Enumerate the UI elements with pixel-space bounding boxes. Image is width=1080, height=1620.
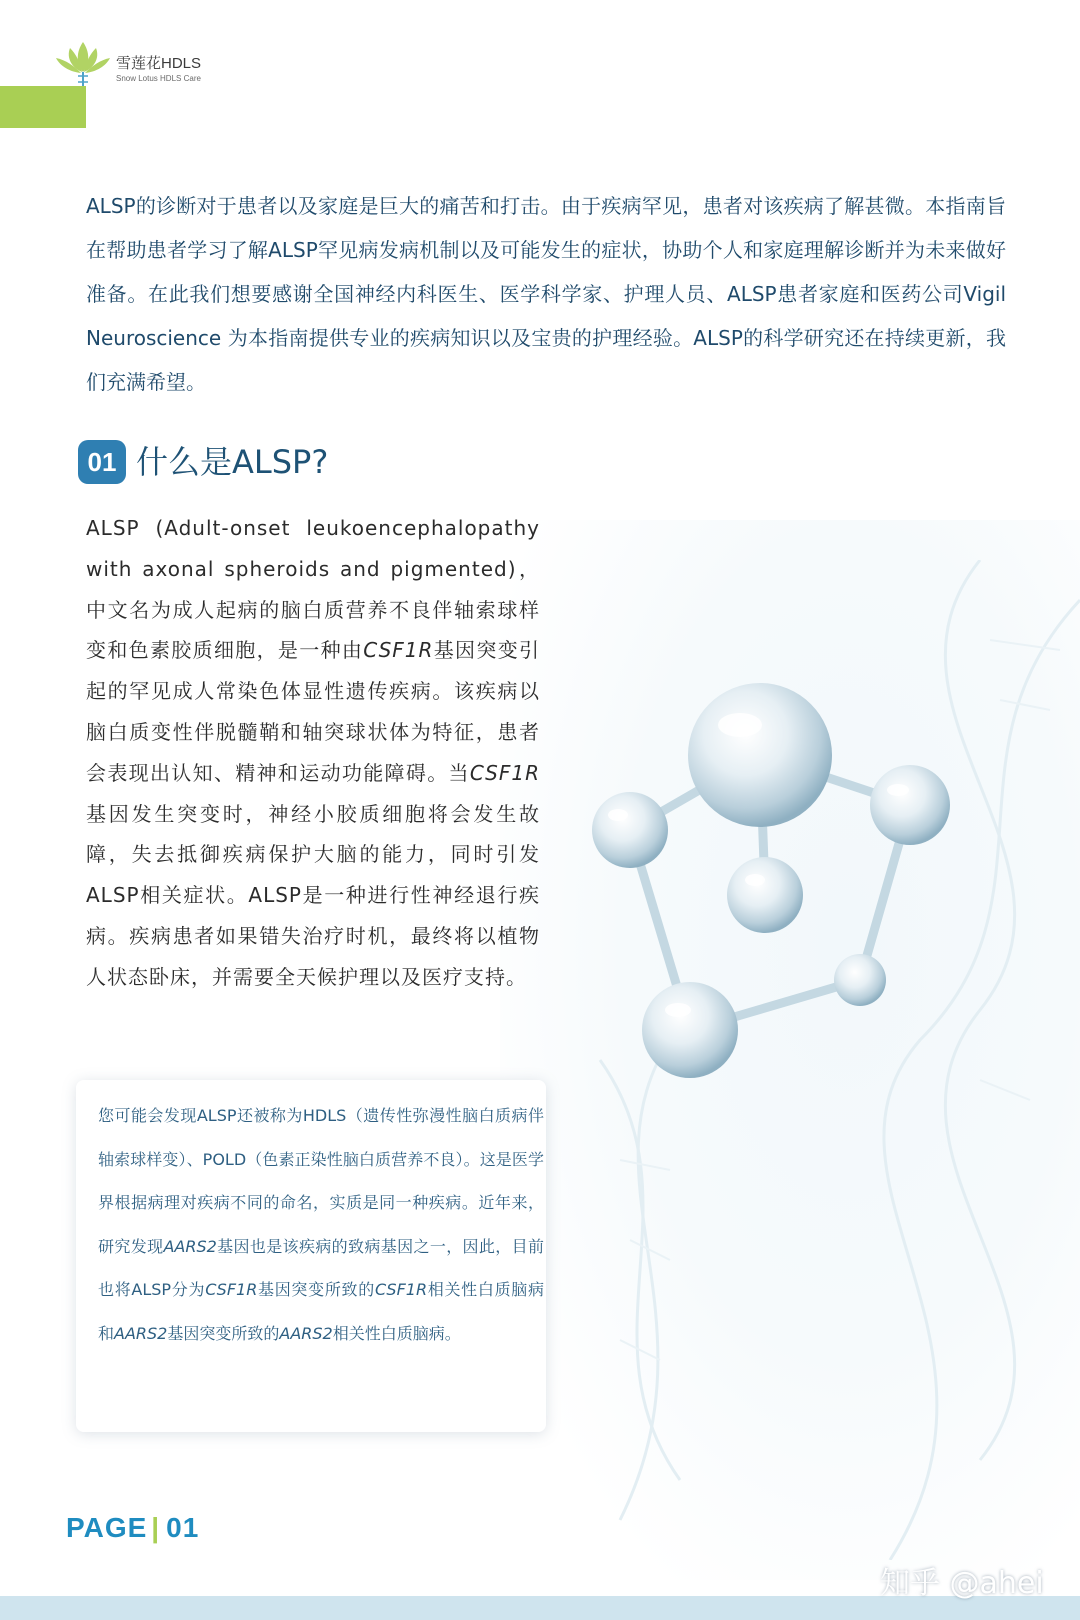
note-text-part: 您可能会发现ALSP还被称为HDLS（遗传性弥漫性脑白质病伴轴索球样变）、POLD（色素正染性脑白质营养不良）。这是医学界根据病理对疾病不同的命名，实质是同一种疾病。近年来，研究发现 [98, 1106, 544, 1256]
intro-paragraph: ALSP的诊断对于患者以及家庭是巨大的痛苦和打击。由于疾病罕见，患者对该疾病了解甚微。本指南旨在帮助患者学习了解ALSP罕见病发病机制以及可能发生的症状，协助个人和家庭理解诊断并为未来做好准备。在此我们想要感谢全国神经内科医生、医学科学家、护理人员、ALSP患者家庭和医药公司Vigil Neuroscience 为本指南提供专业的疾病知识以及宝贵的护理经验。ALSP的科学研究还在持续更新，我们充满希望。 [86, 194, 1006, 394]
gene-name: CSF1R [469, 760, 540, 785]
body-text-part: ALSP (Adult-onset leukoencephalopathy with axonal spheroids and pigmented)，中文名为成人起病的脑白质营养不良伴轴索球样变和色素胶质细胞，是一种由 [86, 516, 540, 663]
page-word: PAGE [66, 1512, 148, 1543]
gene-name: CSF1R [363, 638, 434, 663]
page-number: 01 [166, 1512, 200, 1543]
gene-name: AARS2 [163, 1236, 217, 1256]
gene-name: AARS2 [114, 1323, 168, 1343]
note-text-part: 相关性白质脑病和 [98, 1280, 544, 1343]
zhihu-watermark: 知乎 @ahei [880, 1566, 1044, 1601]
snow-lotus-logo-icon [48, 36, 118, 92]
gene-name: CSF1R [374, 1280, 428, 1299]
gene-name: CSF1R [205, 1280, 258, 1299]
note-text-part: 基因突变所致的 [257, 1280, 375, 1299]
note-text-part: 基因也是该疾病的致病基因之一，因此，目前也将ALSP分为 [98, 1236, 544, 1299]
molecule-illustration [560, 680, 980, 1120]
page-number-label [66, 1512, 199, 1544]
section-body-text [86, 508, 540, 998]
body-text-part: 基因发生突变时，神经小胶质细胞将会发生故障，失去抵御疾病保护大脑的能力，同时引发ALSP相关症状。ALSP是一种进行性神经退行疾病。疾病患者如果错失治疗时机，最终将以植物人状态卧床，并需要全天候护理以及医疗支持。 [86, 801, 540, 989]
note-text-part: 相关性白质脑病。 [332, 1323, 461, 1343]
gene-name: AARS2 [279, 1323, 333, 1343]
brand-name-en: Snow Lotus HDLS Care [116, 74, 201, 83]
body-text-part: 基因突变引起的罕见成人常染色体显性遗传疾病。该疾病以脑白质变性伴脱髓鞘和轴突球状体为特征，患者会表现出认知、精神和运动功能障碍。当 [86, 638, 541, 785]
section-title: 什么是ALSP? [136, 443, 329, 481]
note-text-part: 基因突变所致的 [167, 1323, 280, 1343]
brand-name-cn: 雪莲花HDLS [116, 55, 202, 72]
page-divider: | [151, 1512, 161, 1543]
section-number-badge: 01 [78, 440, 126, 484]
info-callout-text [98, 1094, 544, 1355]
header-accent-bar [0, 86, 86, 128]
